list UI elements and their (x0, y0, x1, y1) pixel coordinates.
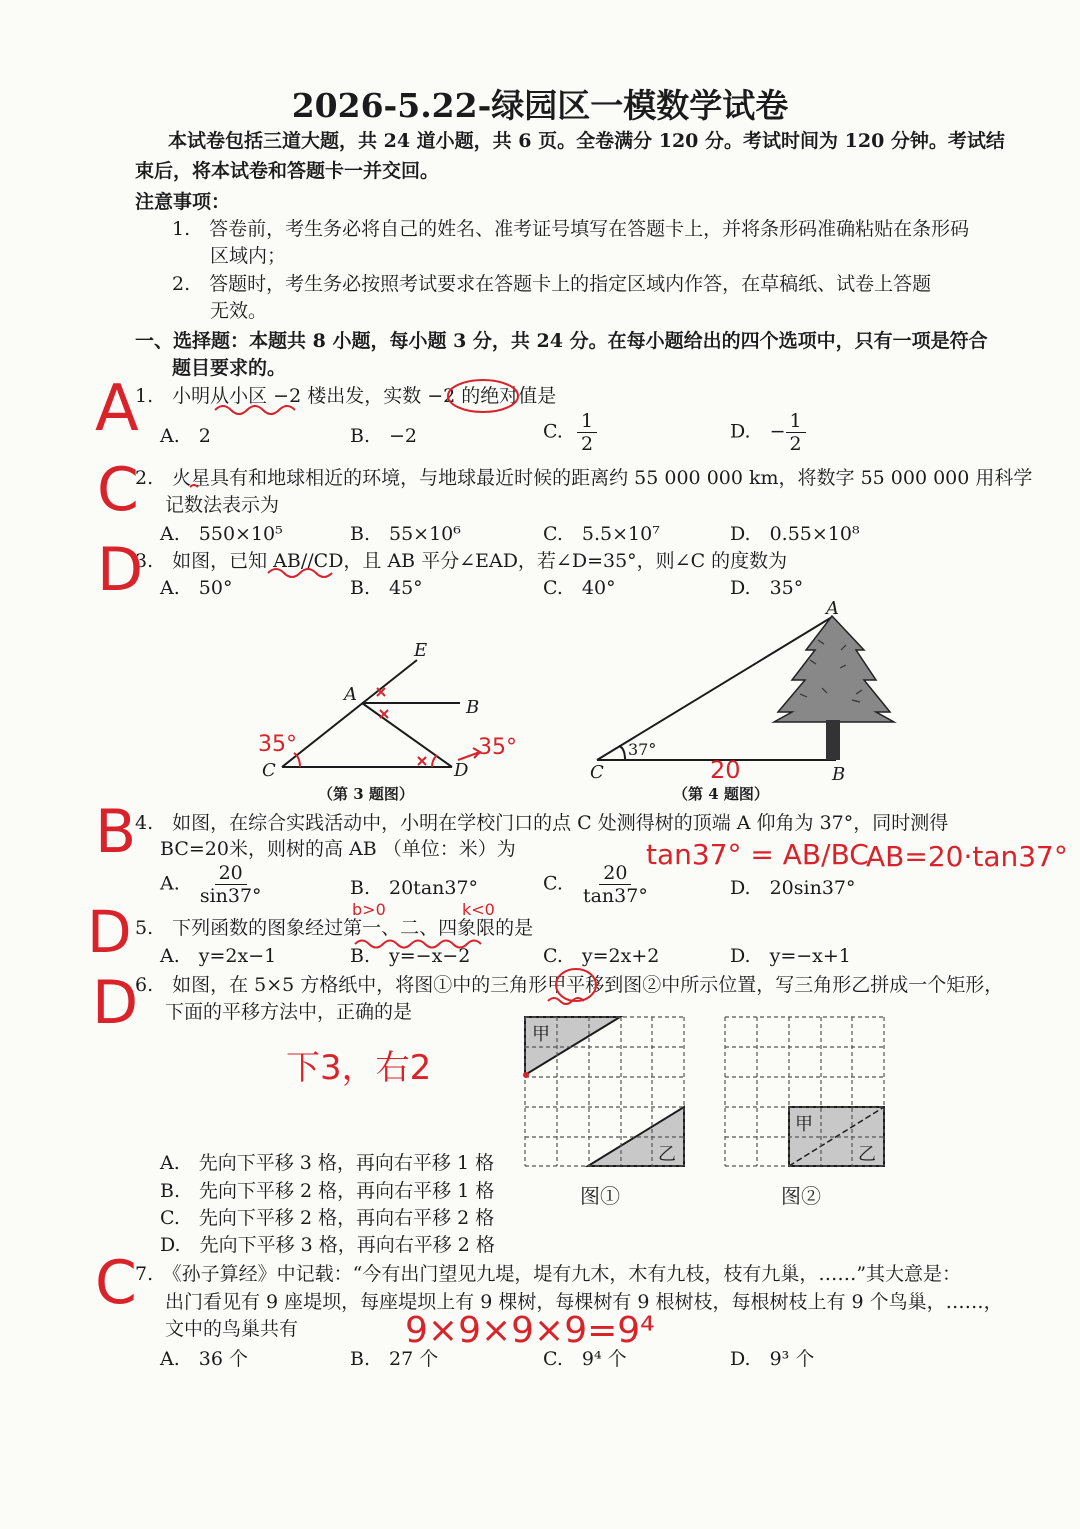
fig4-caption: （第 4 题图） (673, 785, 769, 803)
intro-line-1: 本试卷包括三道大题，共 24 道小题，共 6 页。全卷满分 120 分。考试时间为 120 分钟。考试结 (168, 130, 1005, 152)
q4-option-a: A. $\frac{20}{\sin 37^\circ}$ (160, 862, 262, 907)
power-note: 9×9×9×9=9⁴ (405, 1310, 655, 1351)
q2-option-a: A. 550×10⁵ (160, 523, 283, 545)
fig1-label-jia: 甲 (532, 1024, 550, 1045)
shift-note: 下3，右2 (286, 1048, 432, 1088)
answer-q6: D (92, 968, 139, 1038)
notice-item-1: 1. 答卷前，考生务必将自己的姓名、准考证号填写在答题卡上，并将条形码准确粘贴在条形码 (172, 218, 970, 240)
intro-line-2: 束后，将本试卷和答题卡一并交回。 (135, 160, 440, 182)
q6-stem: 6. 如图，在 5×5 方格纸中，将图①中的三角形甲平移到图②中所示位置，写三角形乙拼成一个矩形， (135, 974, 1004, 996)
q4-option-d: D. 20sin37° (730, 877, 856, 899)
q7-option-c: C. 9⁴ 个 (543, 1348, 627, 1370)
fig1-caption: 图① (580, 1184, 620, 1208)
q1-option-b: B. −2 (350, 425, 418, 447)
q1-stem: 1. 小明从小区 −2 楼出发，实数 −2 的绝对值是 (135, 385, 557, 407)
q6-option-a: A. 先向下平移 3 格，再向右平移 1 格 (160, 1152, 495, 1174)
fig3-label-c: C (262, 760, 276, 781)
fig1-label-yi: 乙 (658, 1144, 676, 1165)
fig3-caption: （第 3 题图） (318, 785, 414, 803)
fig2-label-jia: 甲 (795, 1114, 813, 1135)
page-title: 2026-5.22-绿园区一模数学试卷 (291, 86, 789, 125)
q7-stem-cont-1: 出门看见有 9 座堤坝，每座堤坝上有 9 棵树，每棵树有 9 根树枝，每根树枝上有 9 个鸟巢，……， (165, 1291, 1003, 1313)
q6-stem-cont: 下面的平移方法中，正确的是 (165, 1001, 413, 1023)
q2-option-c: C. 5.5×10⁷ (543, 523, 660, 545)
q3-option-b: B. 45° (350, 577, 423, 599)
q4-stem-cont: BC=20米，则树的高 AB （单位：米）为 (160, 838, 516, 860)
q2-option-b: B. 55×10⁶ (350, 523, 461, 545)
answer-q1: A (95, 372, 139, 446)
q7-option-b: B. 27 个 (350, 1348, 439, 1370)
q4-stem: 4. 如图，在综合实践活动中，小明在学校门口的点 C 处测得树的顶端 A 仰角为 37°，同时测得 (135, 812, 949, 834)
q6-option-b: B. 先向下平移 2 格，再向右平移 1 格 (160, 1180, 495, 1202)
q6-option-d: D. 先向下平移 3 格，再向右平移 2 格 (160, 1234, 495, 1256)
q1-option-a: A. 2 (160, 425, 211, 447)
notice-item-1-cont: 区域内； (210, 245, 287, 267)
answer-q2: C (97, 455, 139, 525)
notice-item-2: 2. 答题时，考生务必按照考试要求在答题卡上的指定区域内作答，在草稿纸、试卷上答题 (172, 273, 932, 295)
fig2-label-yi: 乙 (858, 1144, 876, 1165)
answer-q3: D (97, 535, 144, 605)
section1-heading: 一、选择题：本题共 8 小题，每小题 3 分，共 24 分。在每小题给出的四个选项中，只有一项是符合 (135, 330, 988, 352)
q5-option-a: A. y=2x−1 (160, 945, 277, 967)
fig2-caption: 图② (781, 1184, 821, 1208)
q3-stem: 3. 如图，已知 AB//CD，且 AB 平分∠EAD，若∠D=35°，则∠C 的度数为 (135, 550, 788, 572)
q1-option-d: D. − $\frac{1}{2}$ (730, 410, 806, 455)
notice-item-2-cont: 无效。 (210, 300, 268, 322)
fig3-label-b: B (466, 697, 480, 718)
angle-d-note: 35° (478, 735, 517, 760)
q5-stem: 5. 下列函数的图象经过第一、二、四象限的是 (135, 917, 534, 939)
fig3-label-d: D (454, 760, 469, 781)
q4-option-c: C. $\frac{20}{\tan 37^\circ}$ (543, 862, 648, 907)
fig3-label-e: E (414, 640, 428, 661)
q7-stem: 7. 《孙子算经》中记载：“今有出门望见九堤，堤有九木，木有九枝，枝有九巢，……”其大意是： (135, 1263, 962, 1285)
bc-length-note: 20 (710, 756, 741, 784)
notice-heading: 注意事项： (135, 191, 231, 213)
q6-option-c: C. 先向下平移 2 格，再向右平移 2 格 (160, 1207, 495, 1229)
q4-option-b: B. 20tan37° (350, 877, 479, 899)
tree-icon (774, 616, 894, 760)
fig4-label-a: A (826, 598, 839, 619)
answer-q4: B (95, 797, 137, 867)
q7-stem-cont-2: 文中的鸟巢共有 (165, 1318, 299, 1340)
fig4-angle-label: 37° (628, 740, 657, 759)
q2-option-d: D. 0.55×10⁸ (730, 523, 860, 545)
q1-option-c: C. $\frac{1}{2}$ (543, 410, 597, 455)
b-sign-note: b>0 (352, 900, 386, 919)
q2-stem: 2. 火星具有和地球相近的环境，与地球最近时候的距离约 55 000 000 km，将数字 55 000 000 用科学 (135, 467, 1033, 489)
k-sign-note: k<0 (462, 900, 495, 919)
q5-option-d: D. y=−x+1 (730, 945, 851, 967)
fig4-label-c: C (590, 762, 604, 783)
angle-c-note: 35° (258, 732, 297, 757)
q5-option-b: B. y=−x−2 (350, 945, 471, 967)
q3-option-c: C. 40° (543, 577, 616, 599)
fig3-label-a: A (344, 684, 357, 705)
section1-heading-cont: 题目要求的。 (172, 357, 287, 379)
handwritten-marks (0, 0, 1, 1)
ab-formula-note: AB=20·tan37° (866, 840, 1068, 873)
tan-formula-note: tan37° = AB/BC (646, 838, 869, 871)
answer-q7: C (95, 1248, 137, 1318)
q3-option-a: A. 50° (160, 577, 233, 599)
fig4-label-b: B (832, 764, 846, 785)
q7-option-d: D. 9³ 个 (730, 1348, 815, 1370)
q5-option-c: C. y=2x+2 (543, 945, 660, 967)
q2-stem-cont: 记数法表示为 (165, 494, 280, 516)
q3-option-d: D. 35° (730, 577, 804, 599)
answer-q5: D (87, 898, 132, 966)
q7-option-a: A. 36 个 (160, 1348, 248, 1370)
